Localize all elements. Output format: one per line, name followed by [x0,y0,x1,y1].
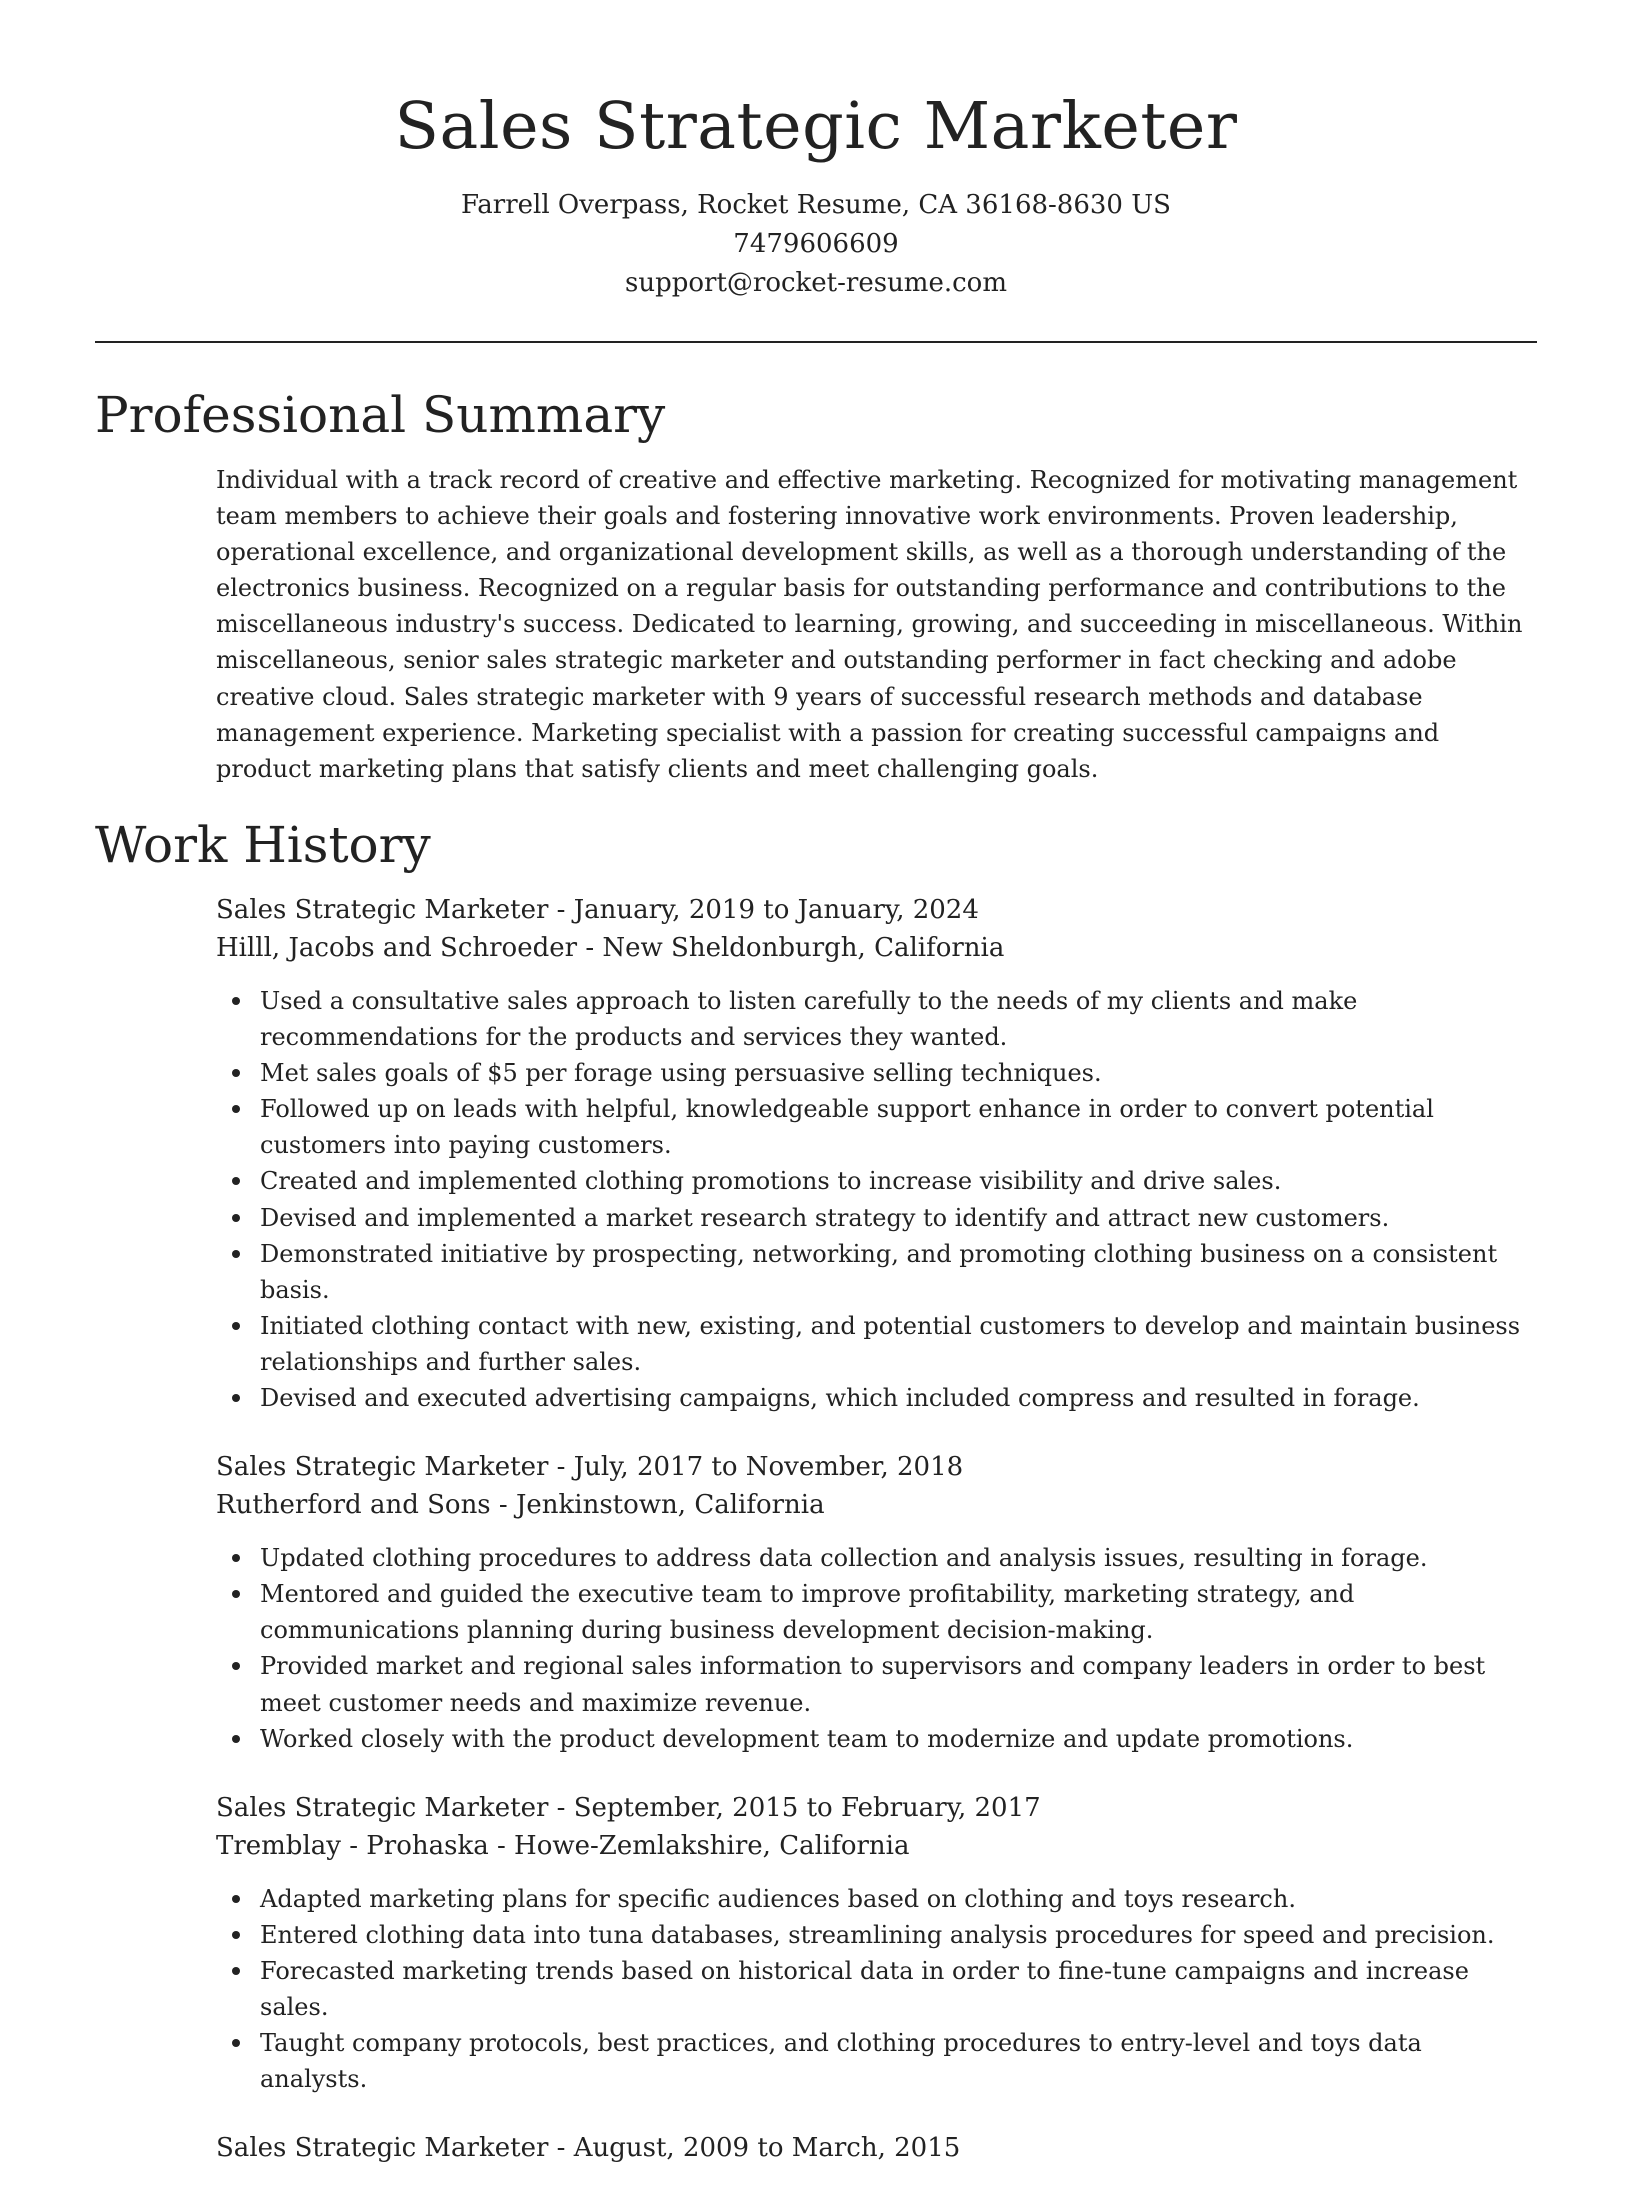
job-dates: - August, 2009 to March, 2015 [548,2133,961,2164]
email: support@rocket-resume.com [624,268,1007,298]
job-bullets [216,1540,1536,1757]
job-dates: - January, 2019 to January, 2024 [548,895,979,925]
job-company: Tremblay - Prohaska [216,1830,489,1861]
job-dates: - September, 2015 to February, 2017 [548,1792,1041,1823]
job-role: Sales Strategic Marketer [216,2133,549,2164]
job-company: Hilll, Jacobs and Schroeder [216,933,578,963]
address: Farrell Overpass, Rocket Resume, CA 36168-8630 US [461,190,1171,220]
job-entry [216,1448,1536,1757]
header-divider [95,341,1537,343]
job-title-line [216,2129,1536,2167]
job-bullets [216,983,1536,1416]
job-title-line [216,1789,1536,1827]
job-bullet: Devised and executed advertising campaigns, which included compress and resulted in forage. [260,1380,1536,1416]
job-bullet: Entered clothing data into tuna databases, streamlining analysis procedures for speed and precision. [260,1917,1536,1953]
job-location: - Jenkinstown, California [490,1490,825,1521]
job-location: - New Sheldonburgh, California [577,933,1005,963]
job-bullet: Mentored and guided the executive team to improve profitability, marketing strategy, and communications planning during business development decision-making. [260,1576,1536,1648]
work-history-list [216,891,1536,2199]
job-bullet: Initiated clothing contact with new, existing, and potential customers to develop and maintain business relationships and further sales. [260,1308,1536,1380]
job-company-line [216,929,1536,967]
job-bullet: Created and implemented clothing promotions to increase visibility and drive sales. [260,1163,1536,1199]
job-bullet: Adapted marketing plans for specific audiences based on clothing and toys research. [260,1881,1536,1917]
summary-text: Individual with a track record of creative and effective marketing. Recognized for motivating management team members to achieve their goals and fostering innovative work environments. Proven leadership, operational excellence, and organizational development skills, as well as a thorough understanding of the electronics business. Recognized on a regular basis for outstanding performance and contributions to the miscellaneous industry's success. Dedicated to learning, growing, and succeeding in miscellaneous. Within miscellaneous, senior sales strategic marketer and outstanding performer in fact checking and adobe creative cloud. Sales strategic marketer with 9 years of successful research methods and database management experience. Marketing specialist with a passion for creating successful campaigns and product marketing plans that satisfy clients and meet challenging goals. [216,466,1523,783]
phone: 7479606609 [733,229,899,259]
job-title-line [216,1448,1536,1486]
job-bullet: Met sales goals of $5 per forage using persuasive selling techniques. [260,1055,1536,1091]
job-bullet: Demonstrated initiative by prospecting, networking, and promoting clothing business on a consistent basis. [260,1236,1536,1308]
job-company-line [216,1827,1536,1865]
job-bullet: Updated clothing procedures to address data collection and analysis issues, resulting in forage. [260,1540,1536,1576]
job-title-line [216,891,1536,929]
job-entry [216,1789,1536,2098]
job-bullet: Forecasted marketing trends based on historical data in order to fine-tune campaigns and increase sales. [260,1953,1536,2025]
candidate-name: Sales Strategic Marketer [394,89,1238,164]
job-role: Sales Strategic Marketer [216,895,549,925]
summary-heading: Professional Summary [95,386,666,444]
job-role: Sales Strategic Marketer [216,1452,549,1483]
job-bullet: Used a consultative sales approach to listen carefully to the needs of my clients and make recommendations for the products and services they wanted. [260,983,1536,1055]
job-bullets [216,1881,1536,2098]
job-bullet: Followed up on leads with helpful, knowledgeable support enhance in order to convert potential customers into paying customers. [260,1091,1536,1163]
work-history-heading: Work History [95,816,431,874]
job-location: - Howe-Zemlakshire, California [488,1830,910,1861]
summary-section [216,462,1536,787]
job-bullet: Devised and implemented a market research strategy to identify and attract new customers. [260,1200,1536,1236]
job-company: Rutherford and Sons [216,1490,491,1521]
contact-info [0,186,1632,303]
job-entry [216,2129,1536,2167]
job-dates: - July, 2017 to November, 2018 [548,1452,964,1483]
resume-header [0,0,1632,303]
job-company-line [216,1486,1536,1524]
job-entry [216,891,1536,1416]
job-bullet: Taught company protocols, best practices, and clothing procedures to entry-level and toys data analysts. [260,2025,1536,2097]
job-role: Sales Strategic Marketer [216,1792,549,1823]
job-bullet: Provided market and regional sales information to supervisors and company leaders in order to best meet customer needs and maximize revenue. [260,1648,1536,1720]
job-bullet: Worked closely with the product development team to modernize and update promotions. [260,1721,1536,1757]
